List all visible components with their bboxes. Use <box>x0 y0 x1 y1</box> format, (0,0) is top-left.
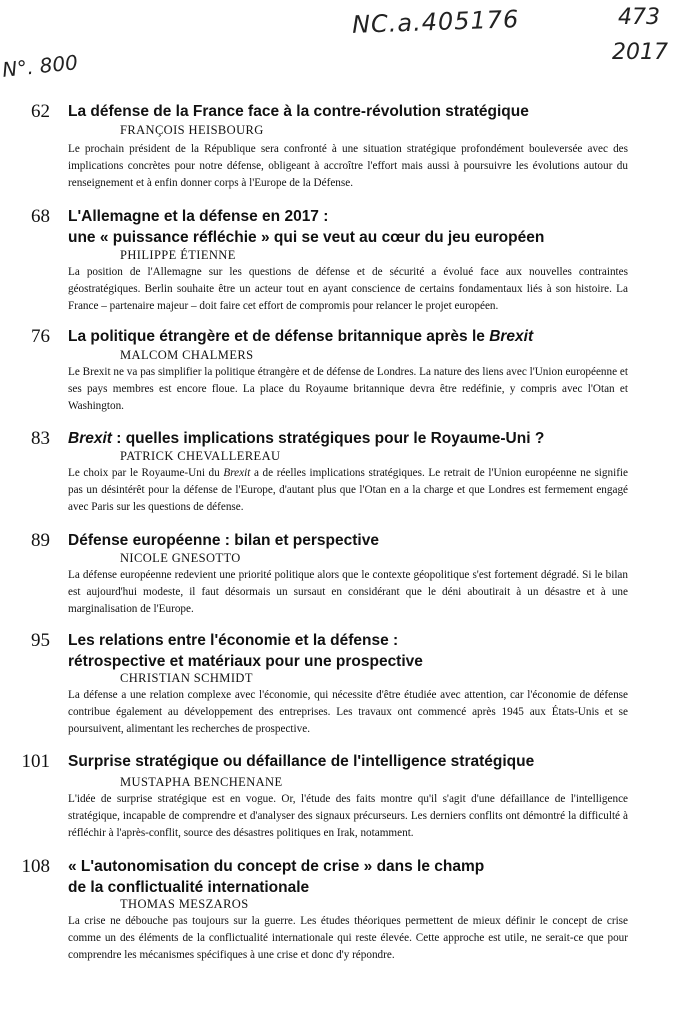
abstract-italic: Brexit <box>223 467 251 479</box>
entry-title <box>68 856 668 898</box>
handwritten-reference: NC.a.405176 <box>351 5 520 39</box>
entry-abstract: La position de l'Allemagne sur les questions de défense et de sécurité a évolué face aux nouvelles contraintes géostratégiques. Berlin souhaite être un acteur tout en ayant conscience de certains fondamentaux liés à son histoire. La France – partenaire majeur – doit faire cet effort de compromis pour relancer le projet européen. <box>68 266 628 312</box>
entry-title-text: La politique étrangère et de défense britannique après le <box>68 328 490 345</box>
entry-page-number: 95 <box>31 630 50 651</box>
entry-page-number: 89 <box>31 530 50 551</box>
entry-title-line: Les relations entre l'économie et la défense : <box>68 632 399 649</box>
entry-author: PHILIPPE ÉTIENNE <box>120 248 236 262</box>
entry-title-text: : quelles implications stratégiques pour le Royaume-Uni ? <box>111 430 545 447</box>
abstract-text: Le choix par le Royaume-Uni du <box>68 467 224 479</box>
entry-page-number: 68 <box>31 206 50 227</box>
entry-title-italic: Brexit <box>68 430 112 447</box>
entry-author: MALCOM CHALMERS <box>120 348 254 362</box>
entry-title-line: « L'autonomisation du concept de crise » dans le champ <box>68 858 485 875</box>
entry-author: CHRISTIAN SCHMIDT <box>120 671 253 685</box>
entry-page-number: 108 <box>21 856 50 877</box>
entry-page-number: 101 <box>21 751 50 772</box>
entry-title-line: rétrospective et matériaux pour une prospective <box>68 653 423 670</box>
abstract-text: a de réelles implications stratégiques. Le retrait de l'Union européenne ne signifie pas un désintérêt pour la défense de l'Europe, d'autant plus que l'Otan en a la charge et que Londres est fermement engagé avec Paris sur les questions de défense. <box>68 467 628 513</box>
entry-title <box>68 428 668 449</box>
handwritten-year: 2017 <box>612 40 668 65</box>
entry-author: MUSTAPHA BENCHENANE <box>120 775 283 789</box>
entry-title-italic: Brexit <box>489 328 534 345</box>
entry-title-line: L'Allemagne et la défense en 2017 : <box>68 208 329 225</box>
entry-author: THOMAS MESZAROS <box>120 897 249 911</box>
entry-abstract: Le prochain président de la République sera confronté à une situation stratégique profondément bouleversée avec des implications concrètes pour notre défense, obligeant à accroître l'effort mais aussi à poursuivre les évolutions autour du renseignement et à enfin donner corps à l'Europe de la Défense. <box>68 143 628 189</box>
entry-author: FRANÇOIS HEISBOURG <box>120 123 264 137</box>
entry-title <box>68 630 668 672</box>
entry-page-number: 76 <box>31 326 50 347</box>
entry-title-line: de la conflictualité internationale <box>68 879 310 896</box>
entry-abstract: La défense a une relation complexe avec l'économie, qui nécessite d'être étudiée avec attention, car l'économie de défense contribue également au développement des entreprises. Les travaux ont commencé après 1945 aux États-Unis et se poursuivent, alimentant les recherches de prospective. <box>68 689 628 735</box>
entry-page-number: 83 <box>31 428 50 449</box>
entry-author: NICOLE GNESOTTO <box>120 551 241 565</box>
entry-abstract <box>68 465 628 516</box>
entry-abstract: La défense européenne redevient une priorité politique alors que le contexte géopolitique s'est fortement dégradé. Si le bilan est aujourd'hui modeste, il faut désormais un sursaut en considérant que le déni aboutirait à un désastre et à une marginalisation de l'Europe. <box>68 569 628 615</box>
entry-title <box>68 326 668 347</box>
entry-title: Surprise stratégique ou défaillance de l'intelligence stratégique <box>68 753 535 770</box>
entry-title-line: une « puissance réfléchie » qui se veut au cœur du jeu européen <box>68 229 545 246</box>
entry-page-number: 62 <box>31 101 50 122</box>
handwritten-page-number: 473 <box>618 5 660 30</box>
entry-title: Défense européenne : bilan et perspective <box>68 532 379 549</box>
entry-abstract: La crise ne débouche pas toujours sur la guerre. Les études théoriques permettent de mieux définir le concept de crise comme un des éléments de la conflictualité internationale qui reste élevée. Cette approche est utile, ne serait-ce que pour comprendre les mécanismes spécifiques à une crise et donc d'y répondre. <box>68 915 628 961</box>
entry-title <box>68 206 668 248</box>
entry-abstract: Le Brexit ne va pas simplifier la politique étrangère et de défense de Londres. La nature des liens avec l'Union européenne et ses pays membres est encore floue. La place du Royaume britannique devra être redéfinie, y compris avec l'Otan et Washington. <box>68 366 628 412</box>
entry-title: La défense de la France face à la contre-révolution stratégique <box>68 103 529 120</box>
entry-author: PATRICK CHEVALLEREAU <box>120 449 281 463</box>
handwritten-issue-number: N°. 800 <box>0 50 79 82</box>
entry-abstract: L'idée de surprise stratégique est en vogue. Or, l'étude des faits montre qu'il s'agit d'une défaillance de l'intelligence stratégique, incapable de comprendre et d'analyser des signaux précurseurs. Les derniers conflits ont démontré la difficulté à réfléchir à l'après-conflit, source des désastres politiques en Irak, notamment. <box>68 793 628 839</box>
